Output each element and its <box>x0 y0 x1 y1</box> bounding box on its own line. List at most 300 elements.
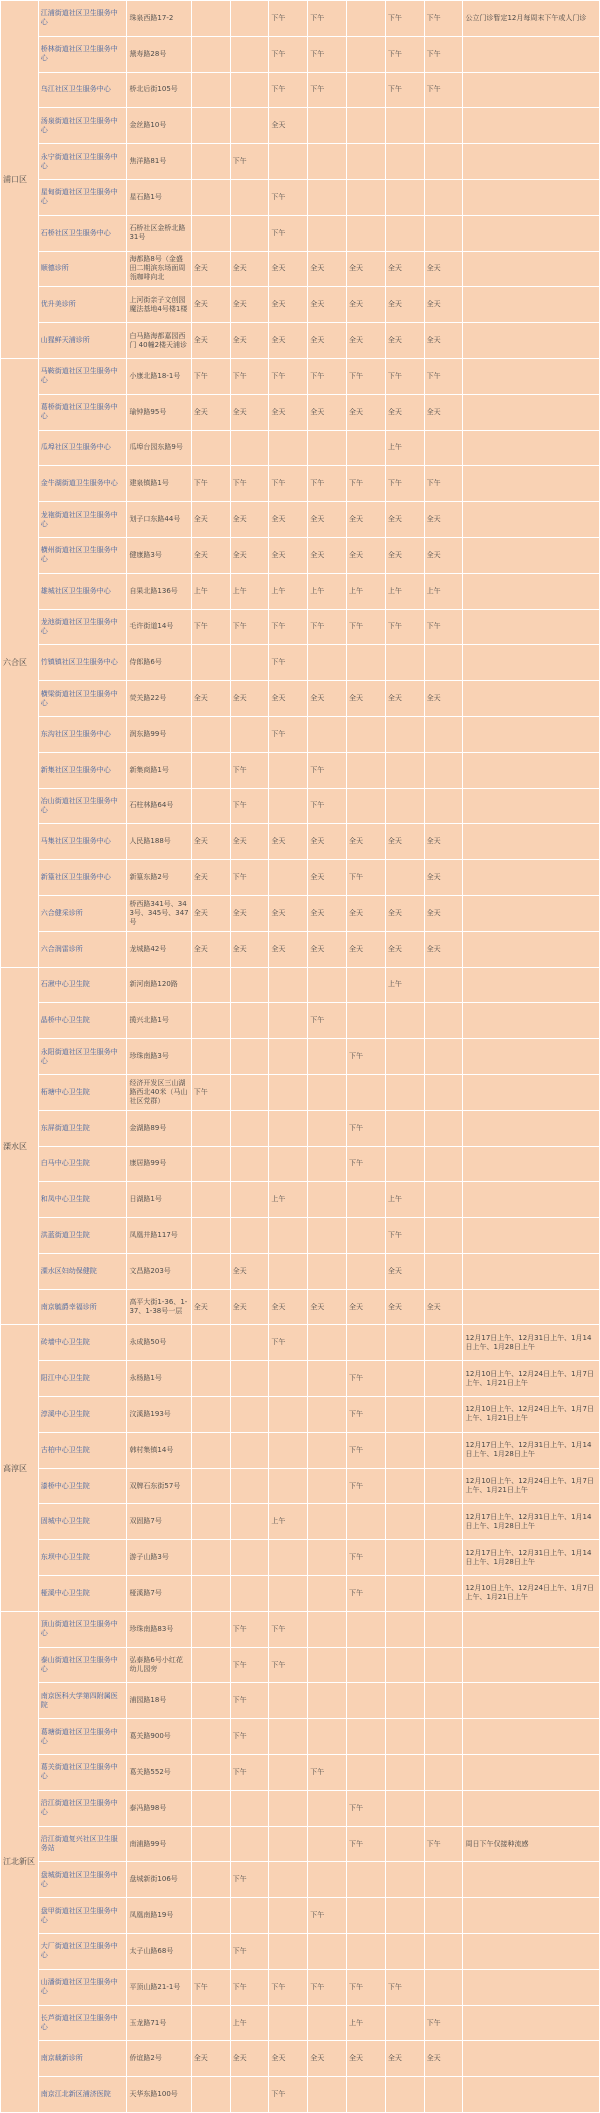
slot-cell: 下午 <box>308 1898 347 1934</box>
site-name-cell: 淳溪中心卫生院 <box>38 1397 127 1433</box>
slot-cell: 全天 <box>347 2041 386 2077</box>
slot-cell <box>269 788 308 824</box>
district-cell: 溧水区 <box>1 967 39 1325</box>
slot-cell <box>308 1253 347 1289</box>
slot-cell: 全天 <box>191 895 230 931</box>
district-cell: 六合区 <box>1 358 39 967</box>
slot-cell <box>424 1218 463 1254</box>
slot-cell <box>347 1325 386 1361</box>
address-cell: 桥西路341号、343号、345号、347号 <box>127 895 191 931</box>
slot-cell: 上午 <box>269 573 308 609</box>
address-cell: 永杨路1号 <box>127 1361 191 1397</box>
table-row <box>1 1 600 37</box>
slot-cell <box>308 1218 347 1254</box>
slot-cell <box>269 1790 308 1826</box>
slot-cell <box>347 1003 386 1039</box>
table-row <box>1 1934 600 1970</box>
slot-cell: 下午 <box>191 1074 230 1110</box>
table-row <box>1 1611 600 1647</box>
slot-cell: 全天 <box>385 681 424 717</box>
slot-cell: 下午 <box>308 788 347 824</box>
address-cell: 侍郎路6号 <box>127 645 191 681</box>
slot-cell <box>308 1719 347 1755</box>
table-row <box>1 1790 600 1826</box>
slot-cell: 下午 <box>347 1468 386 1504</box>
table-row <box>1 144 600 180</box>
slot-cell <box>308 1432 347 1468</box>
slot-cell <box>424 1790 463 1826</box>
slot-cell <box>191 1826 230 1862</box>
slot-cell <box>191 1003 230 1039</box>
slot-cell: 上午 <box>424 573 463 609</box>
slot-cell <box>191 215 230 251</box>
slot-cell: 全天 <box>385 323 424 359</box>
address-cell: 韩村集镇14号 <box>127 1432 191 1468</box>
address-cell: 荧关路22号 <box>127 681 191 717</box>
slot-cell <box>308 716 347 752</box>
site-name-cell: 南京医科大学第四附属医院 <box>38 1683 127 1719</box>
table-row <box>1 108 600 144</box>
slot-cell <box>191 967 230 1003</box>
slot-cell: 全天 <box>424 394 463 430</box>
slot-cell: 全天 <box>347 895 386 931</box>
slot-cell: 全天 <box>269 323 308 359</box>
slot-cell <box>308 1934 347 1970</box>
address-cell: 健康路3号 <box>127 537 191 573</box>
slot-cell <box>385 1468 424 1504</box>
address-cell: 汶溪路193号 <box>127 1397 191 1433</box>
slot-cell <box>191 1325 230 1361</box>
slot-cell: 下午 <box>230 1719 269 1755</box>
slot-cell <box>424 1683 463 1719</box>
address-cell: 葛关路552号 <box>127 1755 191 1791</box>
note-cell <box>463 1969 600 2005</box>
slot-cell <box>424 108 463 144</box>
slot-cell <box>424 1647 463 1683</box>
slot-cell <box>347 1862 386 1898</box>
address-cell: 毛许街道14号 <box>127 609 191 645</box>
note-cell <box>463 179 600 215</box>
note-cell <box>463 36 600 72</box>
slot-cell <box>424 1182 463 1218</box>
slot-cell: 全天 <box>385 895 424 931</box>
slot-cell: 全天 <box>191 681 230 717</box>
slot-cell <box>230 716 269 752</box>
slot-cell: 下午 <box>191 609 230 645</box>
note-cell <box>463 502 600 538</box>
slot-cell: 下午 <box>269 72 308 108</box>
address-cell: 海都路8号（金盛田二期滨东场面周瓴咖啡向北 <box>127 251 191 287</box>
slot-cell: 下午 <box>347 1361 386 1397</box>
slot-cell: 下午 <box>347 1146 386 1182</box>
slot-cell <box>424 1611 463 1647</box>
address-cell: 泰冯路98号 <box>127 1790 191 1826</box>
slot-cell <box>385 1683 424 1719</box>
slot-cell <box>269 1468 308 1504</box>
slot-cell: 下午 <box>230 788 269 824</box>
slot-cell: 全天 <box>308 1289 347 1325</box>
note-cell <box>463 394 600 430</box>
slot-cell <box>347 1755 386 1791</box>
slot-cell <box>347 430 386 466</box>
slot-cell: 全天 <box>347 287 386 323</box>
slot-cell <box>424 215 463 251</box>
slot-cell <box>230 1003 269 1039</box>
site-name-cell: 东坝中心卫生院 <box>38 1540 127 1576</box>
address-cell: 葛关路900号 <box>127 1719 191 1755</box>
slot-cell <box>385 1719 424 1755</box>
table-row <box>1 1898 600 1934</box>
address-cell: 新篁东路2号 <box>127 860 191 896</box>
address-cell: 太子山路68号 <box>127 1934 191 1970</box>
slot-cell: 下午 <box>347 1432 386 1468</box>
slot-cell: 下午 <box>347 1790 386 1826</box>
slot-cell: 全天 <box>347 251 386 287</box>
slot-cell <box>424 1504 463 1540</box>
slot-cell <box>191 752 230 788</box>
site-name-cell: 葛塘街道社区卫生服务中心 <box>38 1719 127 1755</box>
slot-cell <box>385 1790 424 1826</box>
slot-cell <box>424 788 463 824</box>
site-name-cell: 新集社区卫生服务中心 <box>38 752 127 788</box>
slot-cell <box>191 1432 230 1468</box>
slot-cell: 下午 <box>269 609 308 645</box>
slot-cell <box>347 215 386 251</box>
site-name-cell: 桥林街道社区卫生服务中心 <box>38 36 127 72</box>
note-cell <box>463 1182 600 1218</box>
slot-cell <box>385 1361 424 1397</box>
address-cell: 珍珠南路83号 <box>127 1611 191 1647</box>
slot-cell: 下午 <box>424 358 463 394</box>
slot-cell: 全天 <box>424 931 463 967</box>
slot-cell: 全天 <box>269 502 308 538</box>
slot-cell <box>347 1218 386 1254</box>
slot-cell <box>308 1790 347 1826</box>
slot-cell: 全天 <box>269 681 308 717</box>
slot-cell <box>385 1647 424 1683</box>
address-cell: 瓜埠台园东路9号 <box>127 430 191 466</box>
table-row <box>1 1182 600 1218</box>
slot-cell: 全天 <box>385 1253 424 1289</box>
slot-cell <box>230 1826 269 1862</box>
slot-cell: 下午 <box>424 609 463 645</box>
slot-cell <box>347 1647 386 1683</box>
slot-cell <box>385 1504 424 1540</box>
slot-cell <box>308 645 347 681</box>
slot-cell <box>269 144 308 180</box>
site-name-cell: 石桥社区卫生服务中心 <box>38 215 127 251</box>
slot-cell <box>269 860 308 896</box>
note-cell <box>463 1218 600 1254</box>
slot-cell: 下午 <box>385 1218 424 1254</box>
slot-cell <box>230 967 269 1003</box>
slot-cell: 全天 <box>230 824 269 860</box>
slot-cell <box>308 2005 347 2041</box>
slot-cell <box>191 36 230 72</box>
site-name-cell: 冶山街道社区卫生服务中心 <box>38 788 127 824</box>
slot-cell <box>269 1826 308 1862</box>
note-cell: 12月17日上午、12月31日上午、1月14日上午、1月28日上午 <box>463 1325 600 1361</box>
slot-cell <box>424 1361 463 1397</box>
slot-cell <box>385 1146 424 1182</box>
slot-cell <box>424 1432 463 1468</box>
slot-cell: 下午 <box>230 1934 269 1970</box>
address-cell: 康居路99号 <box>127 1146 191 1182</box>
slot-cell: 下午 <box>347 1397 386 1433</box>
slot-cell <box>269 1576 308 1612</box>
table-row <box>1 537 600 573</box>
site-name-cell: 龙池街道社区卫生服务中心 <box>38 609 127 645</box>
slot-cell: 全天 <box>191 502 230 538</box>
slot-cell: 全天 <box>191 1289 230 1325</box>
table-row <box>1 1397 600 1433</box>
slot-cell: 全天 <box>230 394 269 430</box>
slot-cell: 全天 <box>424 287 463 323</box>
slot-cell <box>230 1790 269 1826</box>
slot-cell <box>347 72 386 108</box>
site-name-cell: 顺德诊所 <box>38 251 127 287</box>
table-row <box>1 1325 600 1361</box>
slot-cell: 下午 <box>308 752 347 788</box>
table-row <box>1 1218 600 1254</box>
note-cell <box>463 609 600 645</box>
address-cell: 人民路188号 <box>127 824 191 860</box>
slot-cell: 下午 <box>269 1969 308 2005</box>
slot-cell: 下午 <box>269 645 308 681</box>
slot-cell <box>269 1253 308 1289</box>
slot-cell <box>347 1504 386 1540</box>
slot-cell: 全天 <box>230 1253 269 1289</box>
table-row <box>1 1540 600 1576</box>
address-cell: 润东路99号 <box>127 716 191 752</box>
site-name-cell: 白马中心卫生院 <box>38 1146 127 1182</box>
slot-cell <box>308 1683 347 1719</box>
slot-cell <box>424 1540 463 1576</box>
slot-cell <box>347 967 386 1003</box>
slot-cell <box>385 645 424 681</box>
note-cell <box>463 1289 600 1325</box>
site-name-cell: 洪蓝街道卫生院 <box>38 1218 127 1254</box>
slot-cell: 下午 <box>269 1611 308 1647</box>
slot-cell: 上午 <box>385 967 424 1003</box>
slot-cell: 全天 <box>191 860 230 896</box>
slot-cell <box>424 1110 463 1146</box>
slot-cell: 下午 <box>230 1755 269 1791</box>
slot-cell <box>347 108 386 144</box>
slot-cell: 上午 <box>385 1182 424 1218</box>
slot-cell: 上午 <box>385 430 424 466</box>
slot-cell: 上午 <box>230 2005 269 2041</box>
slot-cell: 下午 <box>308 1003 347 1039</box>
slot-cell <box>308 1540 347 1576</box>
table-row <box>1 1289 600 1325</box>
address-cell: 桥北后街105号 <box>127 72 191 108</box>
slot-cell: 全天 <box>308 2041 347 2077</box>
table-row <box>1 1719 600 1755</box>
note-cell <box>463 1647 600 1683</box>
table-row <box>1 251 600 287</box>
site-name-cell: 马集社区卫生服务中心 <box>38 824 127 860</box>
note-cell <box>463 1110 600 1146</box>
slot-cell <box>424 1253 463 1289</box>
slot-cell: 下午 <box>308 1 347 37</box>
table-row <box>1 72 600 108</box>
site-name-cell: 永宁街道社区卫生服务中心 <box>38 144 127 180</box>
slot-cell: 全天 <box>308 502 347 538</box>
slot-cell: 全天 <box>191 251 230 287</box>
slot-cell <box>308 1647 347 1683</box>
slot-cell <box>385 1934 424 1970</box>
site-name-cell: 溧水区妇幼保健院 <box>38 1253 127 1289</box>
table-row <box>1 1110 600 1146</box>
site-name-cell: 六合润雷诊所 <box>38 931 127 967</box>
slot-cell: 上午 <box>308 573 347 609</box>
district-cell: 江北新区 <box>1 1611 39 2112</box>
site-name-cell: 漆桥中心卫生院 <box>38 1468 127 1504</box>
note-cell <box>463 681 600 717</box>
slot-cell: 下午 <box>347 1826 386 1862</box>
slot-cell <box>308 179 347 215</box>
address-cell: 桠溪路7号 <box>127 1576 191 1612</box>
address-cell: 珠泉西路17-2 <box>127 1 191 37</box>
site-name-cell: 山潘街道社区卫生服务中心 <box>38 1969 127 2005</box>
site-name-cell: 固城中心卫生院 <box>38 1504 127 1540</box>
slot-cell: 下午 <box>347 1540 386 1576</box>
slot-cell: 全天 <box>269 394 308 430</box>
slot-cell <box>230 108 269 144</box>
table-row <box>1 1468 600 1504</box>
slot-cell <box>230 1576 269 1612</box>
site-name-cell: 东屏街道卫生院 <box>38 1110 127 1146</box>
note-cell <box>463 215 600 251</box>
slot-cell: 全天 <box>269 108 308 144</box>
table-row <box>1 430 600 466</box>
slot-cell: 全天 <box>191 287 230 323</box>
slot-cell: 下午 <box>424 1 463 37</box>
slot-cell <box>385 788 424 824</box>
note-cell <box>463 1862 600 1898</box>
slot-cell: 下午 <box>385 1 424 37</box>
slot-cell: 下午 <box>191 358 230 394</box>
slot-cell <box>230 430 269 466</box>
slot-cell <box>230 645 269 681</box>
slot-cell: 下午 <box>269 358 308 394</box>
site-name-cell: 长芦街道社区卫生服务中心 <box>38 2005 127 2041</box>
slot-cell <box>385 752 424 788</box>
site-name-cell: 南京毓爵幸福诊所 <box>38 1289 127 1325</box>
address-cell: 盘城新街106号 <box>127 1862 191 1898</box>
address-cell: 玉龙路71号 <box>127 2005 191 2041</box>
slot-cell <box>191 144 230 180</box>
address-cell: 龙城路42号 <box>127 931 191 967</box>
slot-cell: 全天 <box>308 537 347 573</box>
slot-cell <box>230 215 269 251</box>
slot-cell: 上午 <box>230 573 269 609</box>
address-cell: 侨谊路2号 <box>127 2041 191 2077</box>
slot-cell <box>230 1397 269 1433</box>
slot-cell <box>191 1110 230 1146</box>
slot-cell <box>191 1182 230 1218</box>
table-row <box>1 1969 600 2005</box>
slot-cell: 全天 <box>385 1289 424 1325</box>
site-name-cell: 顶山街道社区卫生服务中心 <box>38 1611 127 1647</box>
slot-cell <box>347 1934 386 1970</box>
district-cell: 浦口区 <box>1 1 39 359</box>
slot-cell <box>308 1862 347 1898</box>
slot-cell: 全天 <box>230 681 269 717</box>
table-row <box>1 323 600 359</box>
slot-cell <box>385 1003 424 1039</box>
slot-cell: 全天 <box>230 323 269 359</box>
address-cell: 金湖路89号 <box>127 1110 191 1146</box>
slot-cell <box>347 179 386 215</box>
table-row <box>1 681 600 717</box>
slot-cell <box>308 1826 347 1862</box>
slot-cell: 全天 <box>385 931 424 967</box>
slot-cell: 全天 <box>269 251 308 287</box>
slot-cell <box>424 1146 463 1182</box>
slot-cell: 下午 <box>269 1325 308 1361</box>
slot-cell <box>385 1325 424 1361</box>
slot-cell <box>191 1719 230 1755</box>
slot-cell <box>191 2077 230 2113</box>
site-name-cell: 汤泉街道社区卫生服务中心 <box>38 108 127 144</box>
address-cell: 小康北路18-1号 <box>127 358 191 394</box>
slot-cell: 全天 <box>230 2041 269 2077</box>
slot-cell: 全天 <box>230 895 269 931</box>
table-row <box>1 1755 600 1791</box>
slot-cell <box>230 1110 269 1146</box>
slot-cell <box>269 2005 308 2041</box>
slot-cell: 全天 <box>308 824 347 860</box>
slot-cell: 下午 <box>424 2005 463 2041</box>
address-cell: 文昌路203号 <box>127 1253 191 1289</box>
slot-cell <box>385 108 424 144</box>
slot-cell: 下午 <box>347 1969 386 2005</box>
address-cell: 黛寿路28号 <box>127 36 191 72</box>
slot-cell <box>191 1 230 37</box>
table-row <box>1 1253 600 1289</box>
note-cell <box>463 1898 600 1934</box>
slot-cell: 全天 <box>269 1289 308 1325</box>
slot-cell <box>424 1397 463 1433</box>
slot-cell <box>191 179 230 215</box>
slot-cell <box>191 1146 230 1182</box>
address-cell: 揽兴北路1号 <box>127 1003 191 1039</box>
slot-cell: 全天 <box>230 287 269 323</box>
slot-cell <box>191 1934 230 1970</box>
slot-cell <box>269 1934 308 1970</box>
slot-cell <box>424 2077 463 2113</box>
site-name-cell: 竹镇镇社区卫生服务中心 <box>38 645 127 681</box>
note-cell: 12月17日上午、12月31日上午、1月14日上午、1月28日上午 <box>463 1540 600 1576</box>
slot-cell: 全天 <box>308 251 347 287</box>
slot-cell: 下午 <box>269 36 308 72</box>
slot-cell: 下午 <box>347 609 386 645</box>
note-cell <box>463 788 600 824</box>
slot-cell <box>424 967 463 1003</box>
slot-cell <box>191 1898 230 1934</box>
slot-cell: 全天 <box>191 537 230 573</box>
slot-cell <box>347 1898 386 1934</box>
site-name-cell: 葛关街道社区卫生服务中心 <box>38 1755 127 1791</box>
table-row <box>1 2077 600 2113</box>
slot-cell <box>269 1719 308 1755</box>
slot-cell <box>385 1826 424 1862</box>
slot-cell <box>385 179 424 215</box>
table-row <box>1 466 600 502</box>
address-cell: 凤凰井路117号 <box>127 1218 191 1254</box>
